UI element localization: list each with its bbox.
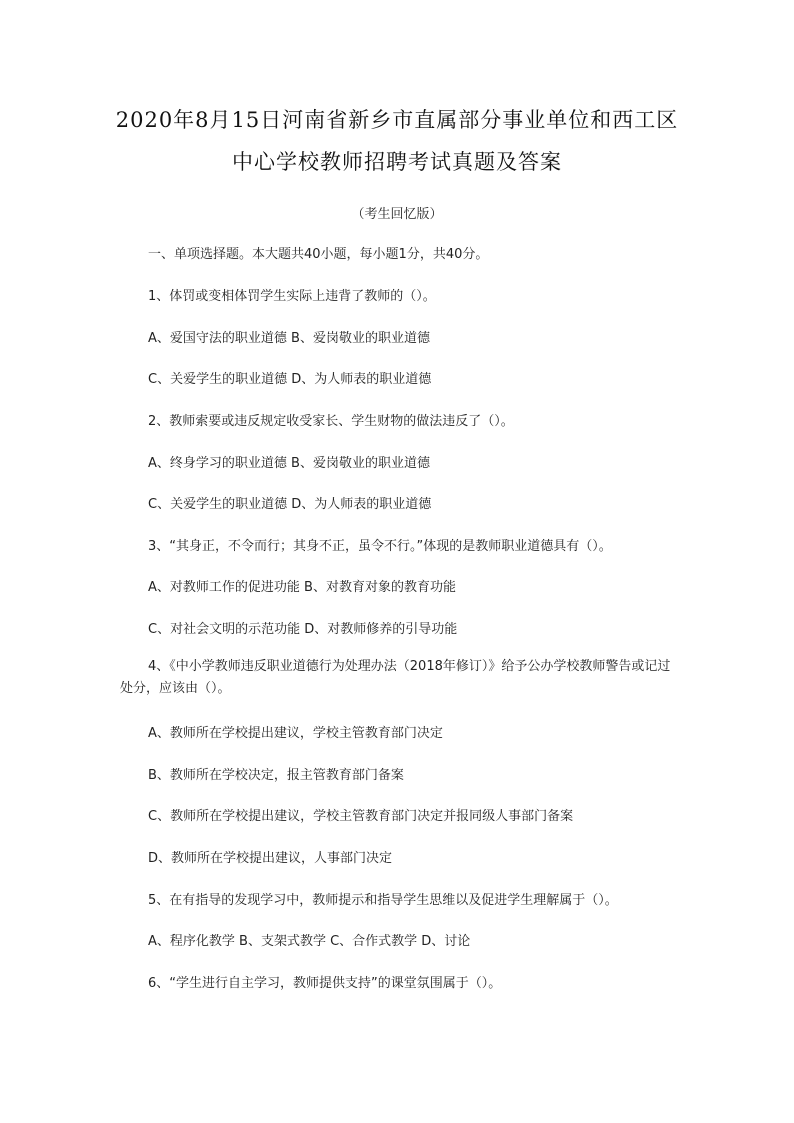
question-1: 1、体罚或变相体罚学生实际上违背了教师的（）。	[148, 289, 436, 304]
question-4-option-c: C、教师所在学校提出建议，学校主管教育部门决定并报同级人事部门备案	[148, 809, 574, 824]
question-3-options-ab: A、对教师工作的促进功能 B、对教育对象的教育功能	[148, 580, 456, 595]
doc-title-line2: 中心学校教师招聘考试真题及答案	[232, 150, 562, 174]
question-1-options-ab: A、爱国守法的职业道德 B、爱岗敬业的职业道德	[148, 331, 430, 346]
section-heading: 一、单项选择题。本大题共40小题，每小题1分，共40分。	[148, 247, 489, 262]
question-6: 6、“学生进行自主学习，教师提供支持”的课堂氛围属于（）。	[148, 976, 502, 991]
question-5: 5、在有指导的发现学习中，教师提示和指导学生思维以及促进学生理解属于（）。	[148, 893, 618, 908]
question-2: 2、教师索要或违反规定收受家长、学生财物的做法违反了（）。	[148, 414, 514, 429]
question-3: 3、“其身正，不令而行；其身不正，虽令不行。”体现的是教师职业道德具有（）。	[148, 539, 612, 554]
question-5-options: A、程序化教学 B、支架式教学 C、合作式教学 D、讨论	[148, 934, 471, 949]
question-2-options-ab: A、终身学习的职业道德 B、爱岗敬业的职业道德	[148, 456, 430, 471]
question-4-option-b: B、教师所在学校决定，报主管教育部门备案	[148, 768, 404, 783]
doc-title-line1: 2020年8月15日河南省新乡市直属部分事业单位和西工区	[115, 108, 679, 132]
question-4-option-d: D、教师所在学校提出建议，人事部门决定	[148, 851, 393, 866]
question-1-options-cd: C、关爱学生的职业道德 D、为人师表的职业道德	[148, 372, 432, 387]
question-2-options-cd: C、关爱学生的职业道德 D、为人师表的职业道德	[148, 497, 432, 512]
question-4-option-a: A、教师所在学校提出建议，学校主管教育部门决定	[148, 726, 443, 741]
question-3-options-cd: C、对社会文明的示范功能 D、对教师修养的引导功能	[148, 622, 458, 637]
question-4: 4、《中小学教师违反职业道德行为处理办法（2018年修订）》给予公办学校教师警告或记过处分，应该由（）。	[120, 659, 671, 696]
doc-subtitle: （考生回忆版）	[351, 207, 443, 222]
